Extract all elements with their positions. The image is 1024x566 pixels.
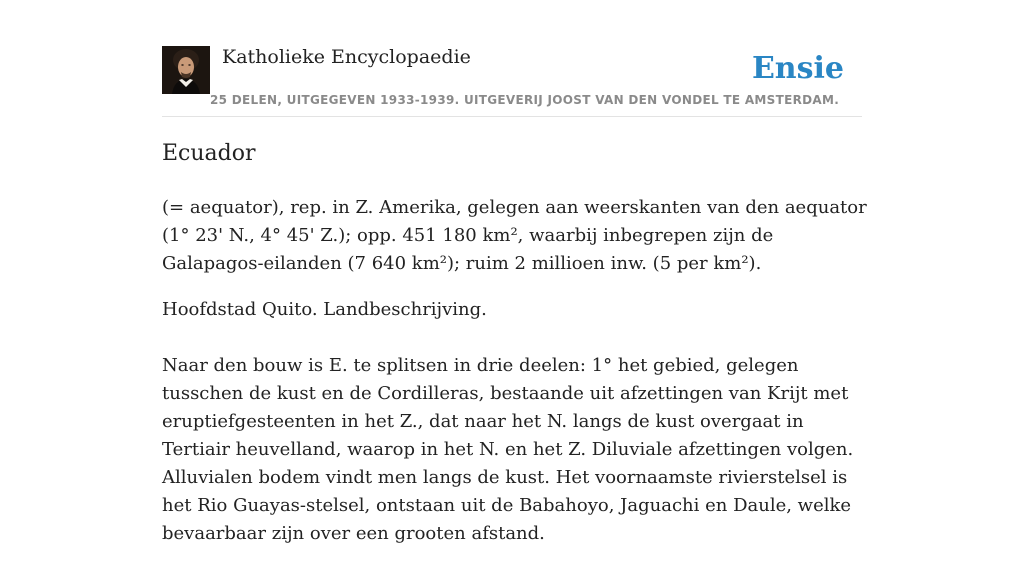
portrait-icon[interactable]: [162, 46, 210, 94]
site-title[interactable]: Katholieke Encyclopaedie: [222, 46, 471, 68]
article-title: Ecuador: [162, 141, 256, 166]
article-paragraph: (= aequator), rep. in Z. Amerika, gelegen aan weerskanten van den aequator (1° 23' N., 4° 45' Z.); opp. 451 180 km², waarbij inbegrepen zijn de Galapagos-eilanden (7 640 km²); ruim 2 millioen inw. (5 per km²).: [162, 197, 867, 274]
article-paragraph: Naar den bouw is E. te splitsen in drie deelen: 1° het gebied, gelegen tusschen de kust en de Cordilleras, bestaande uit afzettingen van Krijt met eruptiefgesteenten in het Z., dat naar het N. langs de kust overgaat in Tertiair heuvelland, waarop in het N. en het Z. Diluviale afzettingen volgen. Alluvialen bodem vindt men langs de kust. Het voornaamste rivierstelsel is het Rio Guayas-stelsel, ontstaan uit de Babahoyo, Jaguachi en Daule, welke bevaarbaar zijn over een grooten afstand.: [162, 355, 854, 544]
site-header: [162, 46, 862, 117]
article-paragraph: Hoofdstad Quito. Landbeschrijving.: [162, 299, 487, 320]
brand-logo[interactable]: Ensie: [751, 51, 844, 86]
article: [162, 138, 867, 566]
publication-subtitle: 25 DELEN, UITGEGEVEN 1933-1939. UITGEVERIJ JOOST VAN DEN VONDEL TE AMSTERDAM.: [210, 93, 840, 107]
